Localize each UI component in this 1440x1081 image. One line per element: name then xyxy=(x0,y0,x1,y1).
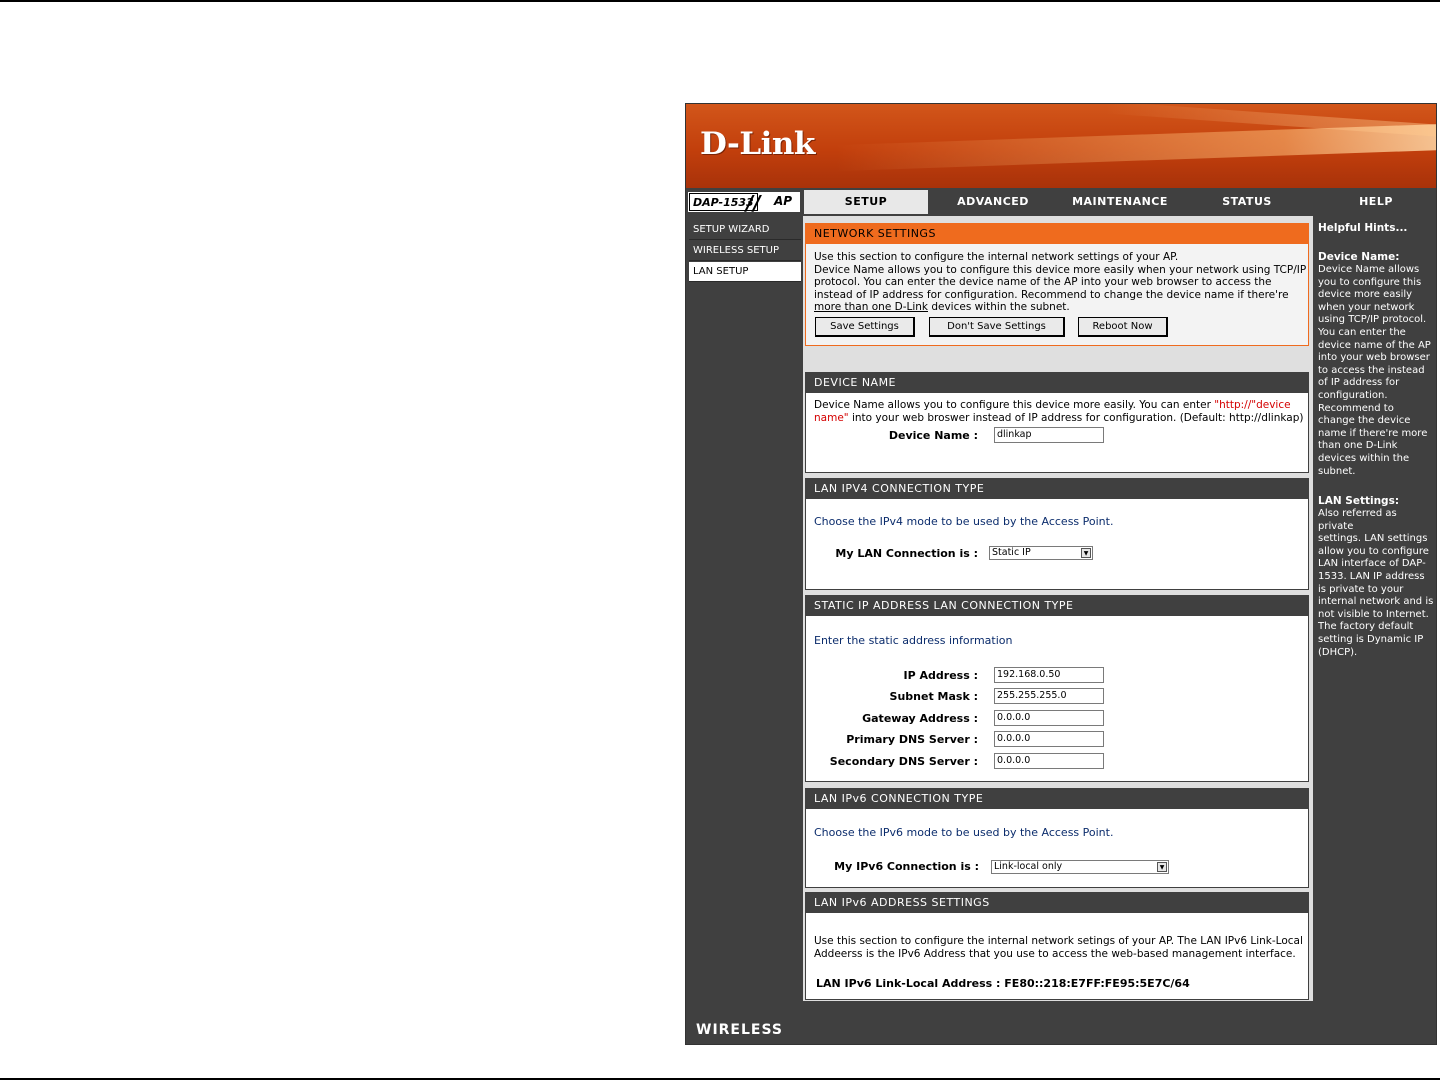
subnet-mask-input[interactable]: 255.255.255.0 xyxy=(994,688,1104,704)
page-bottom-rule xyxy=(0,1078,1440,1080)
help-lan-line: not visible to Internet. xyxy=(1318,608,1429,620)
network-settings-line-4: instead of IP address for configuration. Recommend to change the device name if there're xyxy=(814,288,1289,301)
help-lan-line: settings. LAN settings xyxy=(1318,533,1428,545)
secondary-dns-label: Secondary DNS Server : xyxy=(829,755,978,768)
chevron-down-icon: ▼ xyxy=(1081,548,1091,558)
help-device-name-line: You can enter the xyxy=(1318,326,1406,338)
help-panel xyxy=(1314,216,1437,1006)
primary-dns-input[interactable]: 0.0.0.0 xyxy=(994,731,1104,747)
network-settings-title: NETWORK SETTINGS xyxy=(806,224,1308,244)
router-admin-window xyxy=(685,103,1437,1045)
header-banner xyxy=(686,104,1437,188)
more-than-one-dlink-link[interactable]: more than one D-Link xyxy=(814,301,928,313)
main-content xyxy=(803,216,1313,1001)
secondary-dns-input[interactable]: 0.0.0.0 xyxy=(994,753,1104,769)
save-settings-button[interactable]: Save Settings xyxy=(815,317,915,337)
ipv6-connection-label: My IPv6 Connection is : xyxy=(834,860,979,873)
ipv6-link-local-value: FE80::218:E7FF:FE95:5E7C/64 xyxy=(1004,977,1190,990)
ipv4-connection-title: LAN IPV4 CONNECTION TYPE xyxy=(806,479,1308,499)
tab-advanced[interactable]: ADVANCED xyxy=(931,190,1055,214)
ipv6-address-title: LAN IPv6 ADDRESS SETTINGS xyxy=(806,893,1308,913)
dont-save-settings-button[interactable]: Don't Save Settings xyxy=(929,317,1065,337)
device-name-desc-line-2: name" into your web broswer instead of IP address for configuration. (Default: http://dlinkap) xyxy=(814,411,1304,424)
ipv6-link-local-label: LAN IPv6 Link-Local Address : xyxy=(816,977,1001,990)
help-device-name-line: than one D-Link xyxy=(1318,440,1398,452)
help-device-name-text xyxy=(1318,264,1434,478)
help-device-name-line: configuration. xyxy=(1318,389,1388,401)
help-lan-line: allow you to configure xyxy=(1318,545,1429,557)
ipv6-address-section xyxy=(805,892,1309,1000)
device-name-section xyxy=(805,372,1309,473)
ipv4-prompt: Choose the IPv4 mode to be used by the Access Point. xyxy=(814,515,1114,528)
help-device-name-line: into your web browser xyxy=(1318,352,1430,364)
help-lan-line: The factory default xyxy=(1318,621,1414,633)
help-heading: Helpful Hints... xyxy=(1318,222,1408,234)
ip-address-input[interactable]: 192.168.0.50 xyxy=(994,667,1104,683)
ipv6-connection-title: LAN IPv6 CONNECTION TYPE xyxy=(806,789,1308,809)
ipv4-connection-label: My LAN Connection is : xyxy=(835,547,978,560)
static-ip-section xyxy=(805,595,1309,782)
sidebar-item-setup-wizard[interactable]: SETUP WIZARD xyxy=(689,220,801,240)
ipv6-mode-select[interactable]: Link-local only ▼ xyxy=(991,860,1169,874)
tab-setup[interactable]: SETUP xyxy=(804,190,928,214)
chevron-down-icon: ▼ xyxy=(1157,862,1167,872)
model-separator: // xyxy=(746,191,761,215)
help-device-name-line: you to configure this xyxy=(1318,276,1422,288)
help-device-name-line: when your network xyxy=(1318,301,1415,313)
help-lan-line: (DHCP). xyxy=(1318,646,1358,658)
footer-wireless-logo: WIRELESS xyxy=(696,1022,784,1038)
static-ip-title: STATIC IP ADDRESS LAN CONNECTION TYPE xyxy=(806,596,1308,616)
device-name-input[interactable]: dlinkap xyxy=(994,427,1104,443)
help-device-name-line: change the device xyxy=(1318,415,1411,427)
help-lan-line: setting is Dynamic IP xyxy=(1318,633,1424,645)
gateway-address-label: Gateway Address : xyxy=(862,712,978,725)
sidebar xyxy=(686,216,802,1006)
help-lan-line: internal network and is xyxy=(1318,596,1434,608)
page-top-rule xyxy=(0,0,1440,2)
footer xyxy=(686,1006,1437,1045)
sidebar-item-wireless-setup[interactable]: WIRELESS SETUP xyxy=(689,241,801,261)
help-lan-line: 1533. LAN IP address xyxy=(1318,570,1425,582)
help-device-name-line: to access the instead xyxy=(1318,364,1425,376)
model-name: DAP-1533 xyxy=(689,193,758,211)
gateway-address-input[interactable]: 0.0.0.0 xyxy=(994,710,1104,726)
top-nav xyxy=(686,188,1437,214)
static-ip-prompt: Enter the static address information xyxy=(814,634,1013,647)
device-name-title: DEVICE NAME xyxy=(806,373,1308,393)
ip-address-label: IP Address : xyxy=(903,669,978,682)
help-lan-line: Also referred as private xyxy=(1318,508,1397,532)
ipv4-connection-section xyxy=(805,478,1309,590)
model-type: AP xyxy=(774,194,793,208)
help-lan-line: LAN interface of DAP- xyxy=(1318,558,1426,570)
ipv6-address-desc-line-2: Addeerss is the IPv6 Address that you use to access the web-based management interface. xyxy=(814,947,1296,960)
model-badge xyxy=(688,191,800,215)
help-device-name-line: device name of the AP xyxy=(1318,339,1431,351)
tab-help[interactable]: HELP xyxy=(1314,190,1437,214)
help-device-name-line: Device Name allows xyxy=(1318,264,1420,275)
tab-status[interactable]: STATUS xyxy=(1185,190,1309,214)
help-lan-title: LAN Settings: xyxy=(1318,495,1400,507)
subnet-mask-label: Subnet Mask : xyxy=(889,690,978,703)
dlink-logo: D-Link xyxy=(700,126,815,162)
help-device-name-line: devices within the xyxy=(1318,452,1410,464)
help-lan-line: is private to your xyxy=(1318,583,1404,595)
network-settings-line-2: Device Name allows you to configure this device more easily when your network using TCP/IP xyxy=(814,263,1307,276)
ipv6-address-desc-line-1: Use this section to configure the internal network setings of your AP. The LAN IPv6 Link-Local xyxy=(814,935,1303,947)
network-settings-line-5: more than one D-Link devices within the subnet. xyxy=(814,301,1070,313)
help-device-name-line: of IP address for xyxy=(1318,377,1400,389)
help-device-name-line: device more easily xyxy=(1318,289,1413,301)
help-device-name-line: using TCP/IP protocol. xyxy=(1318,314,1427,326)
help-lan-text xyxy=(1318,508,1434,659)
network-settings-line-1: Use this section to configure the internal network settings of your AP. xyxy=(814,251,1179,263)
help-device-name-title: Device Name: xyxy=(1318,251,1400,263)
help-device-name-line: name if there're more xyxy=(1318,427,1428,439)
device-name-label: Device Name : xyxy=(888,429,978,442)
ipv4-mode-select[interactable]: Static IP ▼ xyxy=(989,546,1093,560)
tab-maintenance[interactable]: MAINTENANCE xyxy=(1058,190,1182,214)
ipv6-prompt: Choose the IPv6 mode to be used by the Access Point. xyxy=(814,826,1114,839)
ipv6-link-local-row xyxy=(816,978,1190,991)
help-device-name-line: Recommend to xyxy=(1318,402,1394,414)
help-device-name-line: subnet. xyxy=(1318,465,1356,477)
sidebar-item-lan-setup[interactable]: LAN SETUP xyxy=(689,262,801,282)
network-settings-line-3: protocol. You can enter the device name of the AP into your web browser to access the xyxy=(814,276,1272,288)
reboot-now-button[interactable]: Reboot Now xyxy=(1078,317,1168,337)
primary-dns-label: Primary DNS Server : xyxy=(846,733,978,746)
network-settings-section xyxy=(805,223,1309,346)
ipv6-connection-section xyxy=(805,788,1309,888)
device-name-desc-line-1: Device Name allows you to configure this device more easily. You can enter "http://"device xyxy=(814,399,1291,411)
